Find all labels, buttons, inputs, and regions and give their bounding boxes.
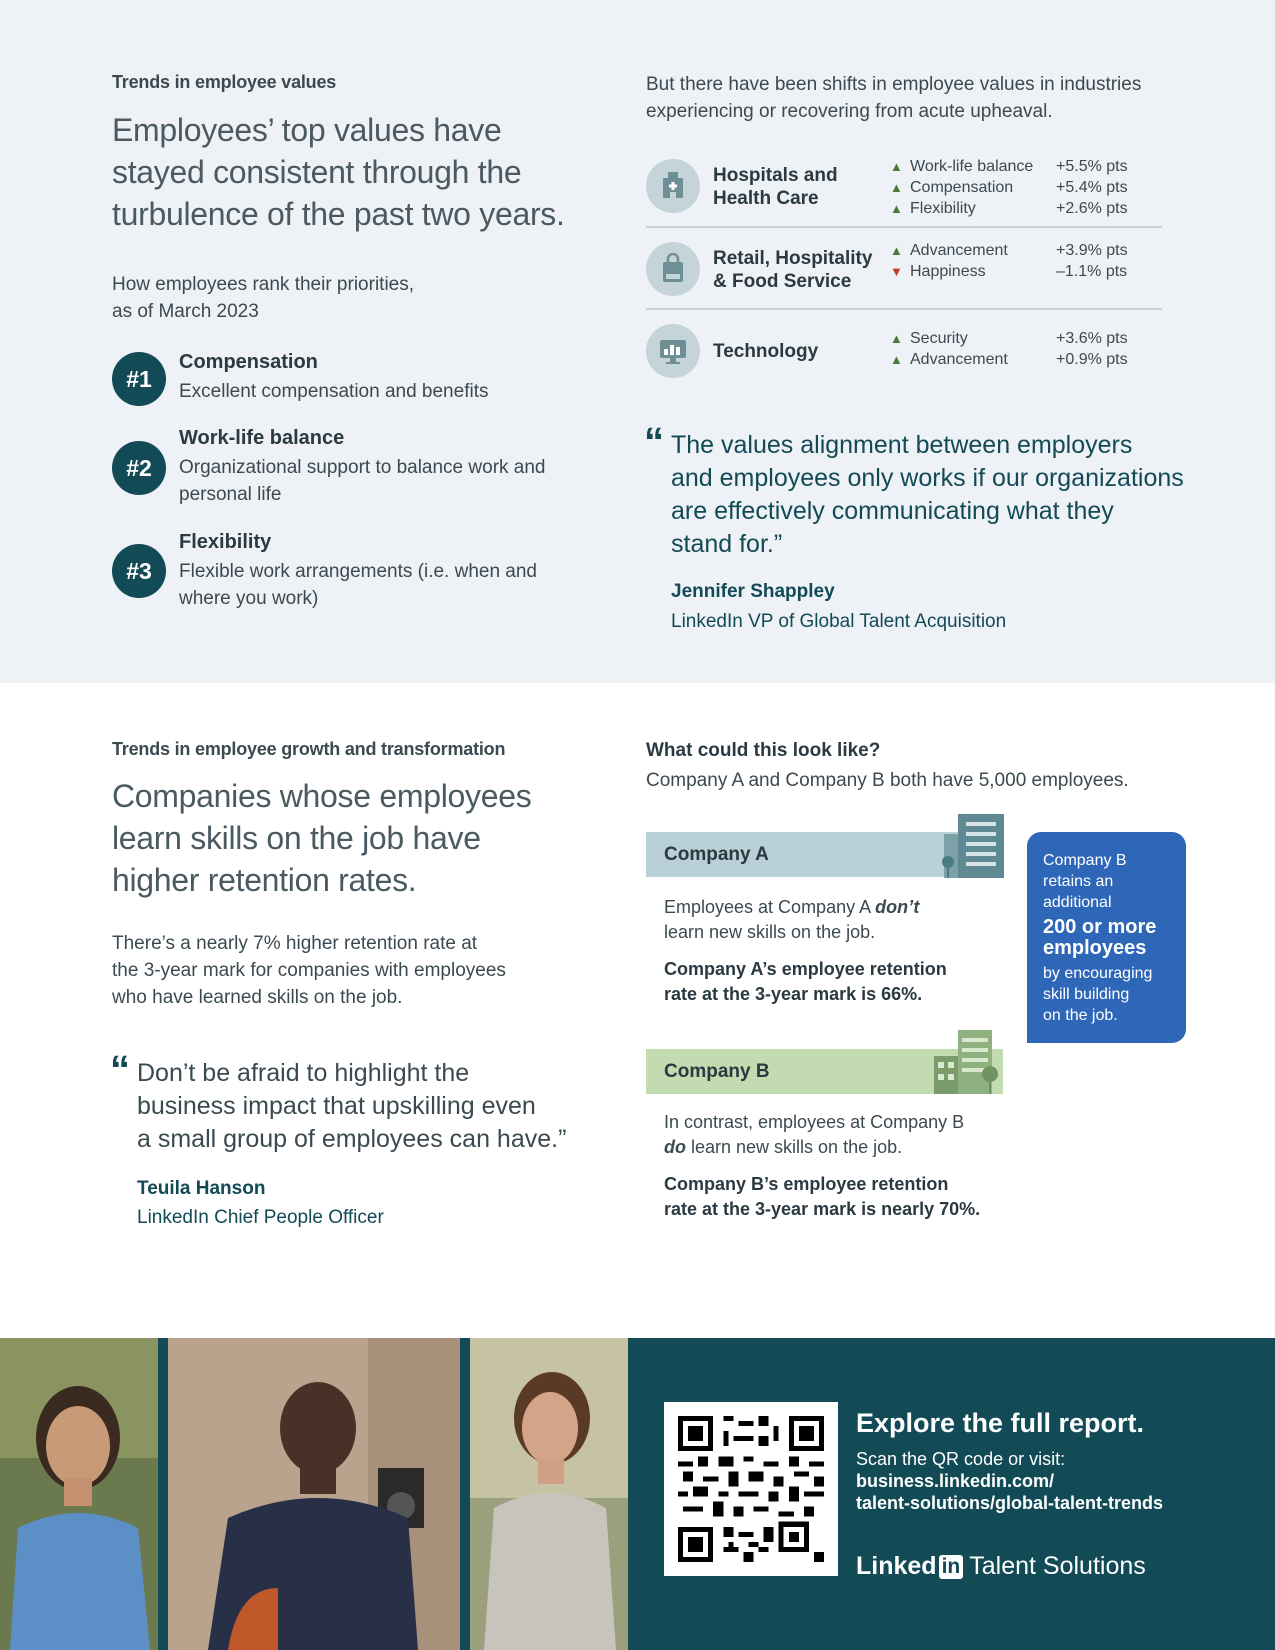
callout-line: retains an <box>1043 873 1114 890</box>
quote-mark-icon: “ <box>644 420 664 464</box>
company-a-text-line: learn new skills on the job. <box>664 922 876 942</box>
quote-author-role: LinkedIn VP of Global Talent Acquisition <box>671 611 1007 632</box>
company-a-retention-line: rate at the 3-year mark is 66%. <box>664 984 923 1004</box>
industry-value-row <box>890 351 1162 372</box>
values-eyebrow: Trends in employee values <box>112 72 337 92</box>
industry-name: Hospitals and Health Care <box>713 165 838 209</box>
hospital-icon <box>646 159 700 213</box>
industry-value-row <box>890 263 1162 284</box>
company-b-bar: Company B <box>646 1049 1003 1094</box>
shopping-bag-icon <box>646 242 700 296</box>
growth-body <box>112 930 572 1011</box>
rank-badge: #2 <box>112 441 166 495</box>
report-footer <box>0 1338 1275 1650</box>
arrow-up-icon: ▲ <box>890 201 903 216</box>
growth-headline-line: higher retention rates. <box>112 862 417 898</box>
value-label: Advancement <box>910 242 1008 259</box>
company-a-text-line <box>664 895 984 920</box>
industry-value-row <box>890 330 1162 351</box>
logo-wordmark: Linked <box>856 1552 937 1580</box>
value-change: +5.4% pts <box>1056 179 1128 196</box>
value-change: +3.9% pts <box>1056 242 1128 259</box>
value-change: –1.1% pts <box>1056 263 1128 280</box>
industry-technology <box>646 324 1162 380</box>
company-b-retention-line: Company B’s employee retention <box>664 1174 949 1194</box>
value-change: +3.6% pts <box>1056 330 1128 347</box>
shifts-intro-line: experiencing or recovering from acute upheaval. <box>646 101 1053 122</box>
callout-line: Company B <box>1043 852 1127 869</box>
industry-retail <box>646 242 1162 298</box>
shifts-intro <box>646 71 1166 125</box>
quote-line: The values alignment between employers <box>671 431 1133 459</box>
values-headline <box>112 109 582 235</box>
quote-line: a small group of employees can have.” <box>137 1125 567 1153</box>
divider <box>646 226 1162 228</box>
industry-value-row <box>890 200 1162 221</box>
office-building-icon <box>936 814 1004 878</box>
rank-intro-line: as of March 2023 <box>112 301 259 322</box>
quote-line: business impact that upskilling even <box>137 1092 536 1120</box>
employee-photo <box>470 1338 628 1650</box>
values-headline-line: Employees’ top values have <box>112 112 502 148</box>
callout-highlight-line: 200 or more <box>1043 916 1157 938</box>
photo-divider <box>158 1338 168 1650</box>
value-label: Advancement <box>910 351 1008 368</box>
logo-suffix: Talent Solutions <box>969 1552 1146 1580</box>
rank-description: Excellent compensation and benefits <box>179 381 489 402</box>
quote-line: are effectively communicating what they <box>671 497 1114 525</box>
quote-author-role: LinkedIn Chief People Officer <box>137 1207 384 1228</box>
cta-title: Explore the full report. <box>856 1408 1145 1438</box>
rank-item-flexibility <box>112 531 552 621</box>
industry-value-row <box>890 179 1162 200</box>
quote-line: and employees only works if our organizations <box>671 464 1184 492</box>
arrow-up-icon: ▲ <box>890 331 903 346</box>
callout-line: skill building <box>1043 986 1130 1003</box>
value-label: Happiness <box>910 263 986 280</box>
company-b-retention <box>664 1172 1004 1222</box>
arrow-up-icon: ▲ <box>890 159 903 174</box>
divider <box>646 308 1162 310</box>
callout-highlight-line: employees <box>1043 937 1147 959</box>
company-a-text <box>664 895 984 945</box>
quote-author-name: Jennifer Shappley <box>671 581 835 602</box>
company-a-retention <box>664 957 984 1007</box>
value-label: Compensation <box>910 179 1014 196</box>
industry-value-row <box>890 242 1162 263</box>
company-b-text-emphasis: do <box>664 1137 686 1157</box>
company-a-text-emphasis: don’t <box>875 897 920 917</box>
callout-highlight <box>1043 917 1170 959</box>
callout-line: on the job. <box>1043 1007 1118 1024</box>
rank-intro-line: How employees rank their priorities, <box>112 274 415 295</box>
report-link-line: business.linkedin.com/ <box>856 1471 1055 1491</box>
quote-line: stand for.” <box>671 530 783 558</box>
employee-values-section <box>0 0 1275 683</box>
rank-title: Flexibility <box>179 531 272 553</box>
industry-hospitals <box>646 158 1162 222</box>
value-label: Security <box>910 330 968 347</box>
qr-code[interactable] <box>664 1402 838 1576</box>
growth-headline-line: Companies whose employees <box>112 778 532 814</box>
growth-headline-line: learn skills on the job have <box>112 820 481 856</box>
company-b-text <box>664 1110 984 1160</box>
arrow-up-icon: ▲ <box>890 243 903 258</box>
example-subtitle: Company A and Company B both have 5,000 employees. <box>646 770 1129 791</box>
shifts-intro-line: But there have been shifts in employee values in industries <box>646 74 1142 95</box>
growth-body-line: There’s a nearly 7% higher retention rate at <box>112 933 478 954</box>
quote-text <box>671 429 1191 561</box>
values-headline-line: stayed consistent through the <box>112 154 522 190</box>
callout-line: by encouraging <box>1043 965 1153 982</box>
arrow-up-icon: ▲ <box>890 180 903 195</box>
values-headline-line: turbulence of the past two years. <box>112 196 565 232</box>
company-a-text-pre: Employees at Company A <box>664 897 876 917</box>
industry-name: Retail, Hospitality & Food Service <box>713 248 873 292</box>
quote-mark-icon: “ <box>110 1048 130 1092</box>
rank-badge: #3 <box>112 544 166 598</box>
company-b-text-line: In contrast, employees at Company B <box>664 1112 965 1132</box>
computer-monitor-icon <box>646 324 700 378</box>
linkedin-talent-solutions-logo <box>856 1552 1146 1581</box>
growth-headline <box>112 775 582 901</box>
rank-description: Flexible work arrangements (i.e. when and where you work) <box>179 561 538 609</box>
retention-callout <box>1027 832 1186 1043</box>
company-b-text-line <box>664 1135 984 1160</box>
cta-text: Scan the QR code or visit: <box>856 1449 1066 1469</box>
report-link-line: talent-solutions/global-talent-trends <box>856 1493 1164 1513</box>
value-label: Work-life balance <box>910 158 1034 175</box>
employee-photo <box>0 1338 158 1650</box>
company-b-text-post: learn new skills on the job. <box>686 1137 903 1157</box>
office-building-icon <box>932 1030 1004 1094</box>
value-label: Flexibility <box>910 200 976 217</box>
employee-photo <box>168 1338 460 1650</box>
arrow-up-icon: ▲ <box>890 352 903 367</box>
rank-description: Organizational support to balance work and personal life <box>179 457 546 505</box>
rank-intro <box>112 271 414 325</box>
rank-badge: #1 <box>112 352 166 406</box>
industry-value-row <box>890 158 1162 179</box>
company-a-retention-line: Company A’s employee retention <box>664 959 947 979</box>
industry-name: Technology <box>713 341 819 362</box>
company-a-bar: Company A <box>646 832 1003 877</box>
quote-author-name: Teuila Hanson <box>137 1178 266 1199</box>
value-change: +2.6% pts <box>1056 200 1128 217</box>
callout-line: additional <box>1043 894 1112 911</box>
rank-item-work-life-balance <box>112 427 552 517</box>
example-title: What could this look like? <box>646 740 881 761</box>
value-change: +5.5% pts <box>1056 158 1128 175</box>
rank-item-compensation <box>112 351 552 411</box>
rank-title: Compensation <box>179 351 318 373</box>
quote-text <box>137 1057 597 1156</box>
report-link[interactable] <box>856 1470 1163 1514</box>
growth-body-line: who have learned skills on the job. <box>112 987 403 1008</box>
arrow-down-icon: ▼ <box>890 264 903 279</box>
linkedin-in-icon: in <box>939 1555 964 1579</box>
growth-body-line: the 3-year mark for companies with employees <box>112 960 506 981</box>
rank-title: Work-life balance <box>179 427 345 449</box>
growth-eyebrow: Trends in employee growth and transformation <box>112 739 506 759</box>
company-b-retention-line: rate at the 3-year mark is nearly 70%. <box>664 1199 981 1219</box>
photo-divider <box>460 1338 470 1650</box>
value-change: +0.9% pts <box>1056 351 1128 368</box>
quote-line: Don’t be afraid to highlight the <box>137 1059 470 1087</box>
